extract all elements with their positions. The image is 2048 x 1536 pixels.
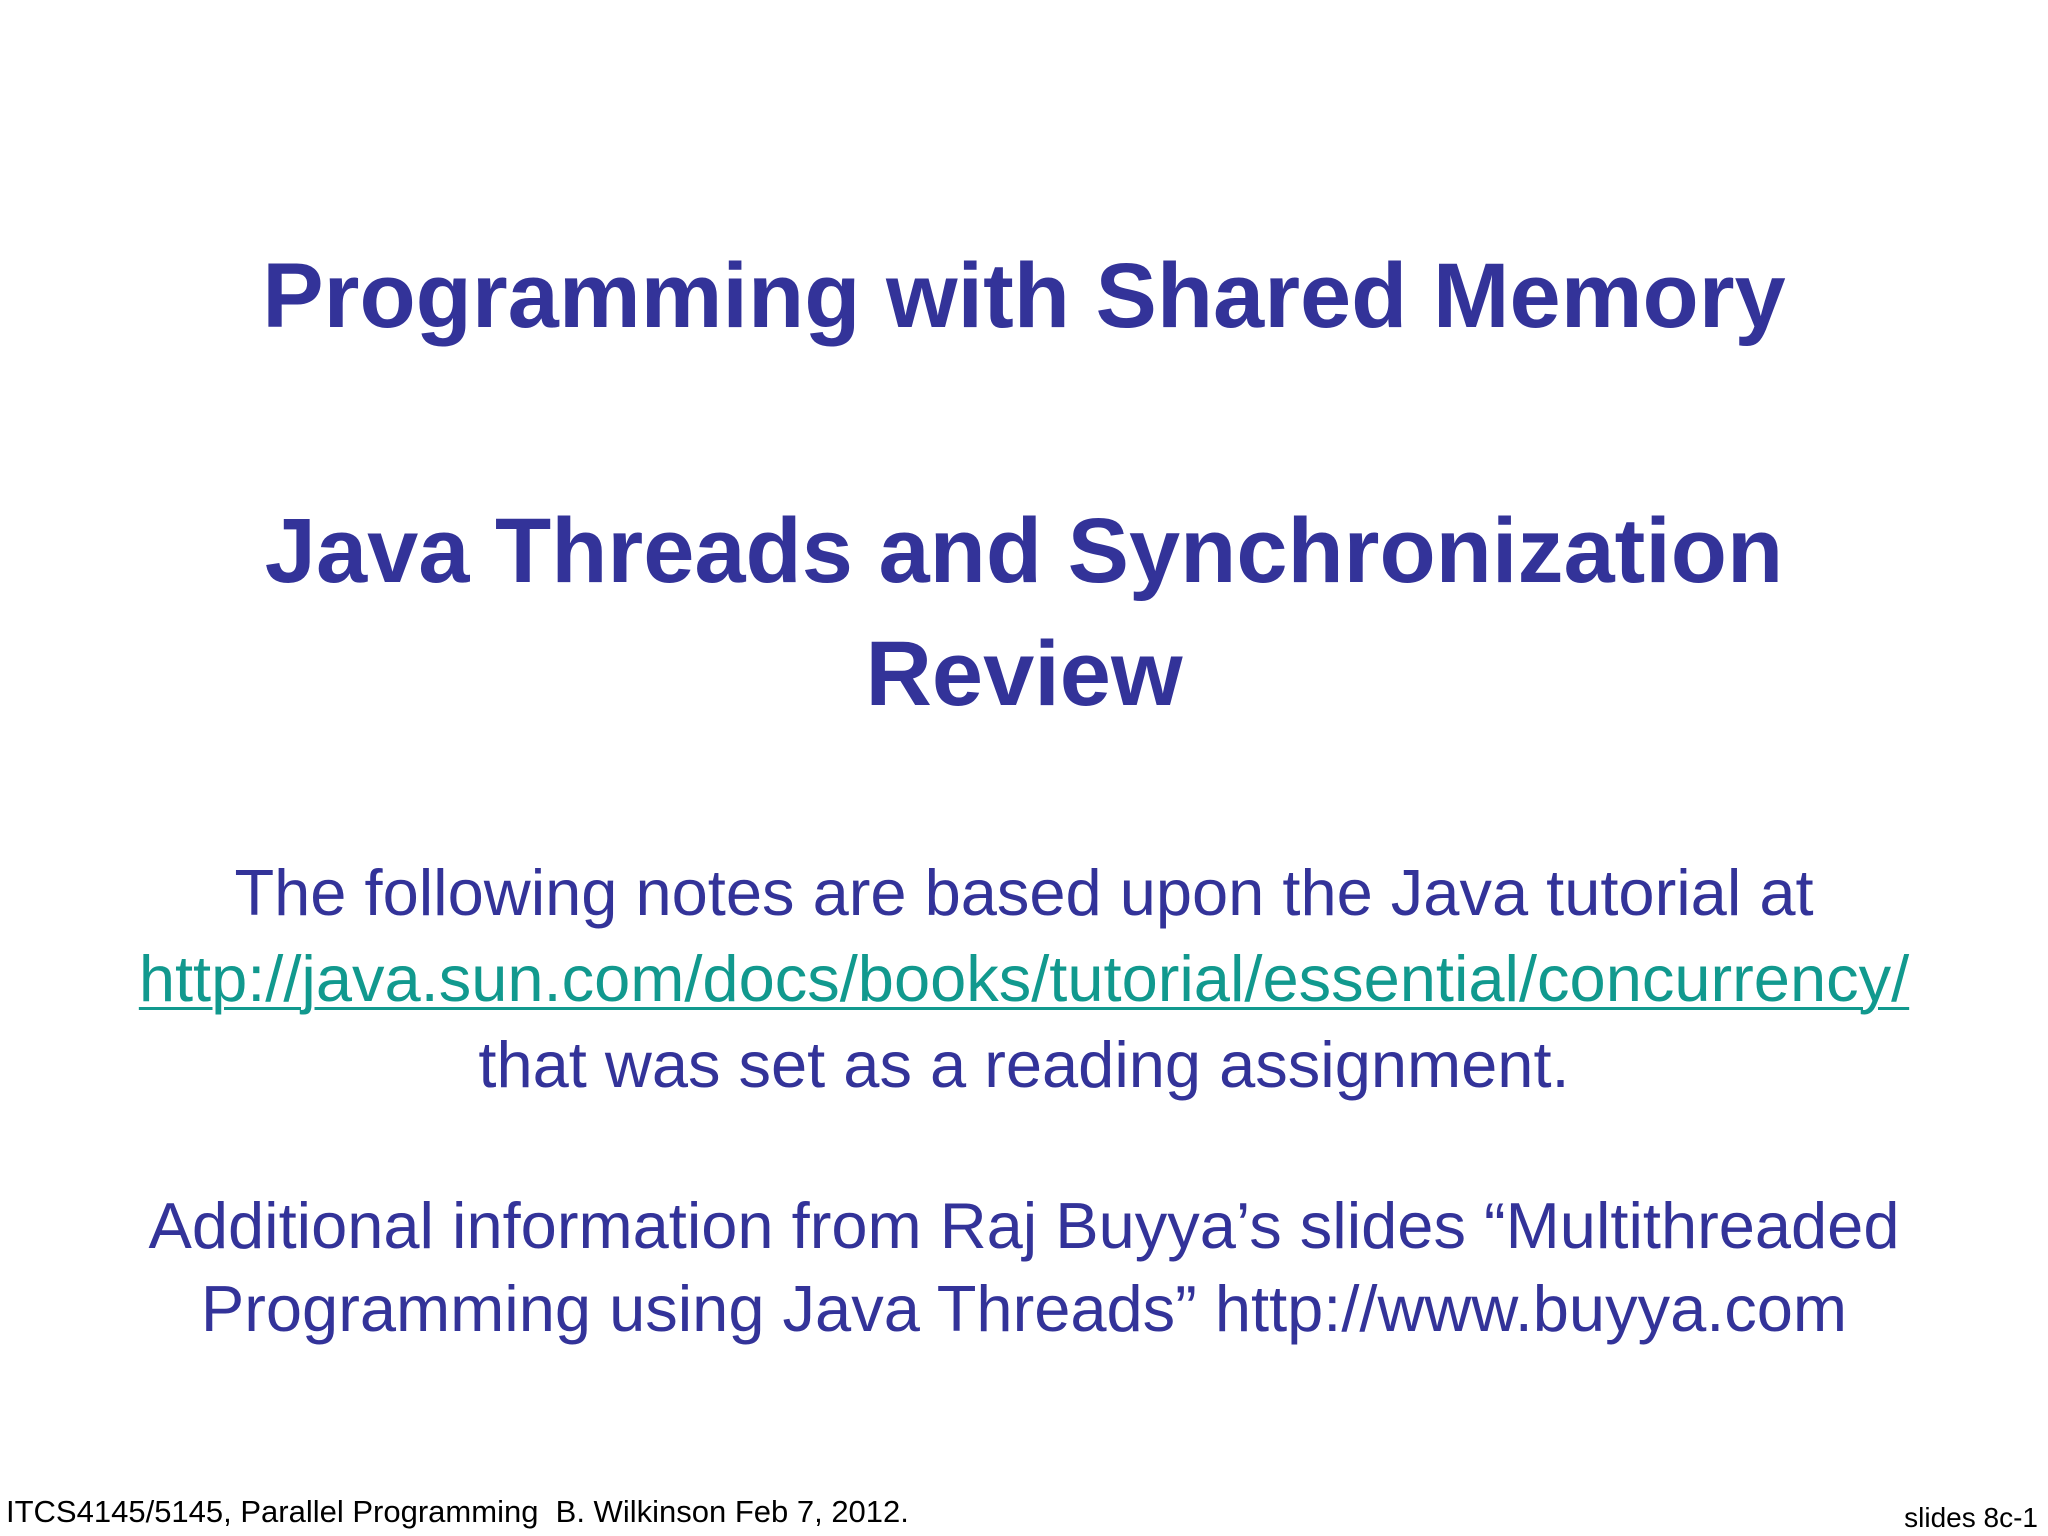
notes-outro-text: that was set as a reading assignment. [478, 1028, 1570, 1101]
tutorial-link[interactable]: http://java.sun.com/docs/books/tutorial/essential/concurrency/ [138, 942, 1910, 1015]
slide-title-line-3: Review [865, 623, 1183, 725]
footer-course-info: ITCS4145/5145, Parallel Programming B. Wilkinson Feb 7, 2012. [6, 1494, 909, 1529]
additional-info-line-2: Programming using Java Threads” http://www.buyya.com [200, 1272, 1848, 1345]
slide-title-line-2: Java Threads and Synchronization [264, 500, 1784, 602]
footer-slide-number: slides 8c-1 [1904, 1502, 2038, 1533]
additional-info-line-1: Additional information from Raj Buyya’s slides “Multithreaded [148, 1189, 1900, 1262]
notes-link-row [0, 942, 2048, 1015]
notes-intro-text: The following notes are based upon the Java tutorial at [234, 856, 1814, 929]
slide-title-line-1: Programming with Shared Memory [262, 245, 1786, 347]
